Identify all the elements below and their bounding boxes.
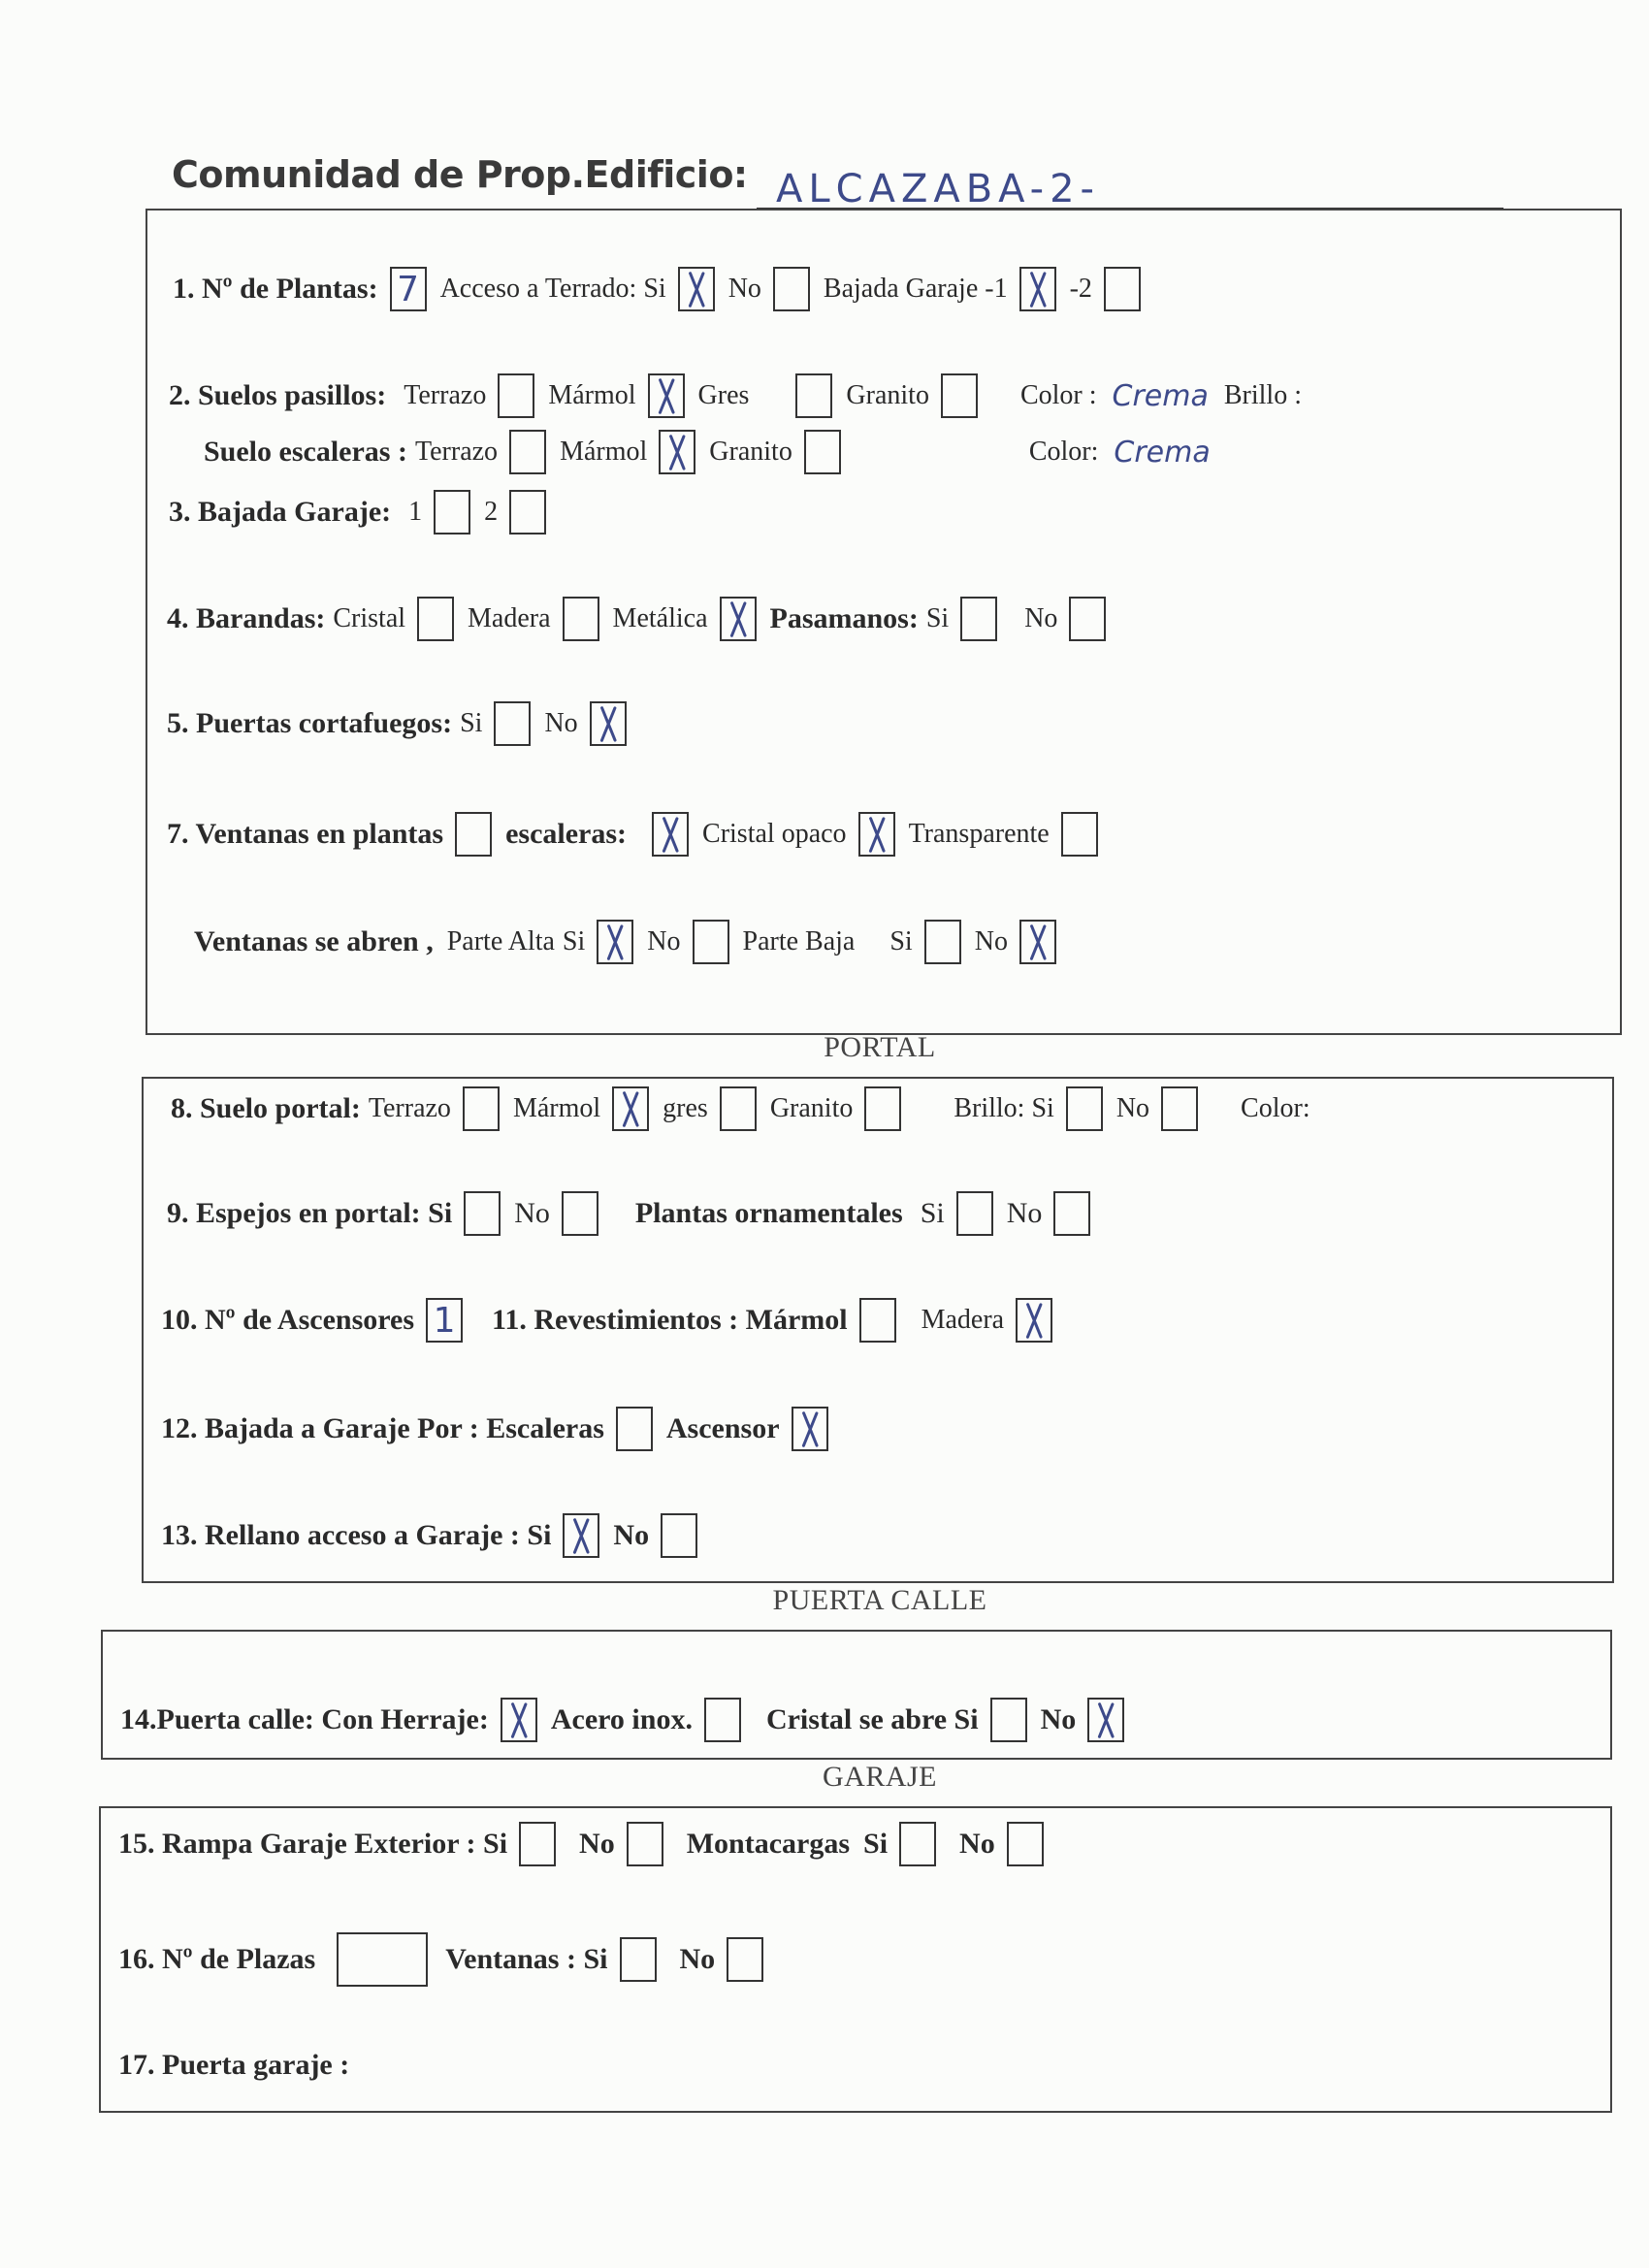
- bajada-garaje-m1-checkbox[interactable]: [1019, 267, 1056, 311]
- portal-gres-label: gres: [663, 1093, 708, 1123]
- montacargas-no-label: No: [959, 1828, 995, 1860]
- q9-label: 9. Espejos en portal: Si: [167, 1197, 453, 1229]
- cortafuegos-si-label: Si: [460, 708, 483, 738]
- parte-baja-no-checkbox[interactable]: [1019, 920, 1056, 964]
- question-16-row: [118, 1932, 777, 1987]
- acceso-terrado-no-checkbox[interactable]: [773, 267, 810, 311]
- cristal-abre-no-label: No: [1040, 1703, 1077, 1735]
- escaleras-granito-label: Granito: [709, 437, 792, 467]
- puerta-calle-title-text: PUERTA CALLE: [772, 1584, 987, 1616]
- rampa-si-checkbox[interactable]: [519, 1822, 556, 1866]
- question-4-row: [167, 597, 1119, 641]
- q13-label: 13. Rellano acceso a Garaje : Si: [161, 1519, 552, 1551]
- parte-alta-si-label: Si: [562, 926, 586, 956]
- q14-label: 14.Puerta calle: Con Herraje:: [120, 1703, 489, 1735]
- rellano-si-checkbox[interactable]: [563, 1513, 599, 1558]
- pasillos-brillo-label: Brillo :: [1223, 380, 1302, 410]
- question-14-row: [120, 1698, 1138, 1742]
- pasillos-terrazo-checkbox[interactable]: [498, 373, 534, 418]
- revestimiento-madera-checkbox[interactable]: [1016, 1298, 1052, 1343]
- montacargas-si-label: Si: [863, 1828, 889, 1860]
- espejos-no-checkbox[interactable]: [562, 1191, 598, 1236]
- section-title-portal: [686, 1031, 1074, 1064]
- cristal-abre-no-checkbox[interactable]: [1087, 1698, 1124, 1742]
- parte-alta-no-label: No: [647, 926, 681, 956]
- revestimiento-marmol-checkbox[interactable]: [859, 1298, 896, 1343]
- cortafuegos-no-checkbox[interactable]: [590, 701, 627, 746]
- ventanas-escaleras-checkbox[interactable]: [652, 812, 689, 857]
- parte-baja-no-label: No: [974, 926, 1008, 956]
- q4-label: 4. Barandas:: [167, 602, 326, 634]
- q17-label: 17. Puerta garaje :: [118, 2049, 350, 2081]
- escaleras-granito-checkbox[interactable]: [804, 430, 841, 474]
- question-5-row: [167, 701, 640, 746]
- ventanas-abren-label: Ventanas se abren ,: [194, 925, 434, 957]
- escaleras-marmol-checkbox[interactable]: [659, 430, 695, 474]
- plantas-count-box[interactable]: [390, 267, 427, 311]
- acceso-terrado-si-checkbox[interactable]: [678, 267, 715, 311]
- pasillos-color-value[interactable]: Crema: [1112, 378, 1209, 413]
- cristal-opaco-checkbox[interactable]: [858, 812, 895, 857]
- q15-label: 15. Rampa Garaje Exterior : Si: [118, 1828, 508, 1860]
- rellano-no-checkbox[interactable]: [661, 1513, 697, 1558]
- bajada-opt1-checkbox[interactable]: [434, 490, 470, 535]
- ventanas-garaje-si-checkbox[interactable]: [620, 1937, 657, 1982]
- parte-alta-no-checkbox[interactable]: [693, 920, 729, 964]
- portal-granito-checkbox[interactable]: [864, 1086, 901, 1131]
- transparente-label: Transparente: [908, 819, 1050, 849]
- acceso-terrado-label: Acceso a Terrado: Si: [439, 274, 666, 304]
- q12-label: 12. Bajada a Garaje Por : Escaleras: [161, 1412, 604, 1444]
- escaleras-terrazo-checkbox[interactable]: [509, 430, 546, 474]
- pasamanos-si-label: Si: [925, 603, 950, 633]
- barandas-madera-checkbox[interactable]: [563, 597, 599, 641]
- building-name-field[interactable]: ALCAZABA-2-: [776, 167, 1100, 211]
- pasillos-marmol-label: Mármol: [548, 380, 636, 410]
- pasillos-granito-checkbox[interactable]: [941, 373, 978, 418]
- pasillos-color-label: Color :: [1019, 380, 1097, 410]
- pasamanos-si-checkbox[interactable]: [960, 597, 997, 641]
- bajada-escaleras-checkbox[interactable]: [616, 1407, 653, 1451]
- question-2-escaleras-row: [204, 430, 1226, 474]
- herraje-checkbox[interactable]: [501, 1698, 537, 1742]
- ventanas-garaje-no-checkbox[interactable]: [727, 1937, 763, 1982]
- portal-terrazo-checkbox[interactable]: [463, 1086, 500, 1131]
- section-title-puerta-calle: [686, 1584, 1074, 1617]
- pasamanos-no-checkbox[interactable]: [1069, 597, 1106, 641]
- bajada-opt2-label: 2: [484, 497, 499, 527]
- q7-label: 7. Ventanas en plantas: [167, 818, 444, 850]
- plantas-si-checkbox[interactable]: [956, 1191, 993, 1236]
- q11-label: 11. Revestimientos : Mármol: [492, 1304, 848, 1336]
- ascensores-count-value: 1: [433, 1300, 456, 1341]
- barandas-madera-label: Madera: [468, 603, 551, 633]
- montacargas-label: Montacargas: [686, 1828, 851, 1860]
- q2-label: 2. Suelos pasillos:: [169, 379, 387, 411]
- question-15-row: [118, 1822, 1057, 1866]
- escaleras-marmol-label: Mármol: [560, 437, 648, 467]
- parte-baja-label: Parte Baja: [742, 926, 856, 956]
- rellano-no-label: No: [613, 1519, 650, 1551]
- plantas-no-label: No: [1006, 1197, 1043, 1229]
- escaleras-terrazo-label: Terrazo: [414, 437, 499, 467]
- espejos-si-checkbox[interactable]: [464, 1191, 501, 1236]
- revestimiento-madera-label: Madera: [921, 1305, 1005, 1335]
- suelo-escaleras-label: Suelo escaleras :: [204, 436, 407, 468]
- ventanas-garaje-no-label: No: [679, 1943, 716, 1975]
- plazas-count-box[interactable]: [337, 1932, 428, 1987]
- q1-label: 1. Nº de Plantas:: [173, 273, 378, 305]
- bajada-opt1-label: 1: [408, 497, 423, 527]
- transparente-checkbox[interactable]: [1061, 812, 1098, 857]
- portal-brillo-no-checkbox[interactable]: [1161, 1086, 1198, 1131]
- parte-alta-si-checkbox[interactable]: [597, 920, 633, 964]
- ventanas-abren-row: [194, 920, 1070, 964]
- question-7-row: [167, 812, 1112, 857]
- montacargas-no-checkbox[interactable]: [1007, 1822, 1044, 1866]
- question-1-row: [173, 267, 1154, 311]
- portal-terrazo-label: Terrazo: [368, 1093, 451, 1123]
- escaleras-color-label: Color:: [1028, 437, 1099, 467]
- question-10-11-row: [161, 1298, 1066, 1343]
- ventanas-escaleras-label: escaleras:: [505, 818, 628, 850]
- portal-gres-checkbox[interactable]: [720, 1086, 757, 1131]
- pasillos-gres-label: Gres: [697, 380, 750, 410]
- plazas-count-value: [339, 1934, 426, 1985]
- q8-label: 8. Suelo portal:: [171, 1092, 361, 1124]
- portal-title-text: PORTAL: [824, 1031, 936, 1063]
- question-2-pasillos-row: [169, 373, 1310, 418]
- acero-inox-checkbox[interactable]: [704, 1698, 741, 1742]
- garaje-title-text: GARAJE: [822, 1761, 937, 1793]
- portal-brillo-si-checkbox[interactable]: [1066, 1086, 1103, 1131]
- bajada-garaje-m2-checkbox[interactable]: [1104, 267, 1141, 311]
- espejos-no-label: No: [514, 1197, 550, 1229]
- question-9-row: [167, 1191, 1104, 1236]
- barandas-cristal-label: Cristal: [333, 603, 406, 633]
- q5-label: 5. Puertas cortafuegos:: [167, 707, 453, 739]
- pasillos-marmol-checkbox[interactable]: [648, 373, 685, 418]
- q10-label: 10. Nº de Ascensores: [161, 1304, 415, 1336]
- bajada-garaje-m2-label: -2: [1069, 274, 1092, 304]
- cortafuegos-no-label: No: [544, 708, 578, 738]
- ventanas-plantas-checkbox[interactable]: [455, 812, 492, 857]
- montacargas-si-checkbox[interactable]: [899, 1822, 936, 1866]
- bajada-ascensor-checkbox[interactable]: [792, 1407, 828, 1451]
- question-17-row: [118, 2049, 357, 2082]
- portal-marmol-label: Mármol: [512, 1093, 601, 1123]
- cristal-abre-si-checkbox[interactable]: [990, 1698, 1027, 1742]
- portal-color-label: Color:: [1241, 1093, 1310, 1123]
- pasillos-granito-label: Granito: [846, 380, 929, 410]
- portal-brillo-label: Brillo: Si: [954, 1093, 1054, 1123]
- pasamanos-label: Pasamanos:: [769, 602, 919, 634]
- rampa-no-label: No: [579, 1828, 615, 1860]
- plantas-no-checkbox[interactable]: [1053, 1191, 1090, 1236]
- barandas-cristal-checkbox[interactable]: [417, 597, 454, 641]
- portal-marmol-checkbox[interactable]: [612, 1086, 649, 1131]
- question-8-row: [171, 1086, 1318, 1131]
- plantas-count-value: 7: [397, 269, 420, 309]
- pasillos-terrazo-label: Terrazo: [404, 380, 487, 410]
- rampa-no-checkbox[interactable]: [627, 1822, 663, 1866]
- portal-brillo-no-label: No: [1116, 1093, 1150, 1123]
- parte-alta-label: Parte Alta: [446, 926, 555, 956]
- question-13-row: [161, 1513, 711, 1558]
- plantas-ornamentales-label: Plantas ornamentales: [634, 1197, 903, 1229]
- bajada-garaje-label: Bajada Garaje -1: [823, 274, 1008, 304]
- parte-baja-si-checkbox[interactable]: [924, 920, 961, 964]
- barandas-metalica-label: Metálica: [612, 603, 708, 633]
- q16-label: 16. Nº de Plazas: [118, 1943, 316, 1975]
- cristal-opaco-label: Cristal opaco: [702, 819, 847, 849]
- ventanas-garaje-label: Ventanas : Si: [445, 1943, 608, 1975]
- pasillos-gres-checkbox[interactable]: [795, 373, 832, 418]
- acceso-terrado-no-label: No: [728, 274, 761, 304]
- acero-inox-label: Acero inox.: [550, 1703, 693, 1735]
- parte-baja-si-label: Si: [889, 926, 913, 956]
- plantas-si-label: Si: [920, 1197, 945, 1229]
- question-3-row: [169, 490, 560, 535]
- portal-granito-label: Granito: [769, 1093, 854, 1123]
- barandas-metalica-checkbox[interactable]: [720, 597, 757, 641]
- q3-label: 3. Bajada Garaje:: [169, 496, 392, 528]
- escaleras-color-value[interactable]: Crema: [1114, 435, 1211, 470]
- bajada-ascensor-label: Ascensor: [665, 1412, 780, 1444]
- ascensores-count-box[interactable]: [426, 1298, 463, 1343]
- pasamanos-no-label: No: [1024, 603, 1058, 633]
- section-title-garaje: [686, 1761, 1074, 1794]
- question-12-row: [161, 1407, 842, 1451]
- bajada-opt2-checkbox[interactable]: [509, 490, 546, 535]
- form-title: Comunidad de Prop.Edificio:: [172, 153, 748, 196]
- cristal-abre-label: Cristal se abre Si: [765, 1703, 979, 1735]
- cortafuegos-si-checkbox[interactable]: [494, 701, 531, 746]
